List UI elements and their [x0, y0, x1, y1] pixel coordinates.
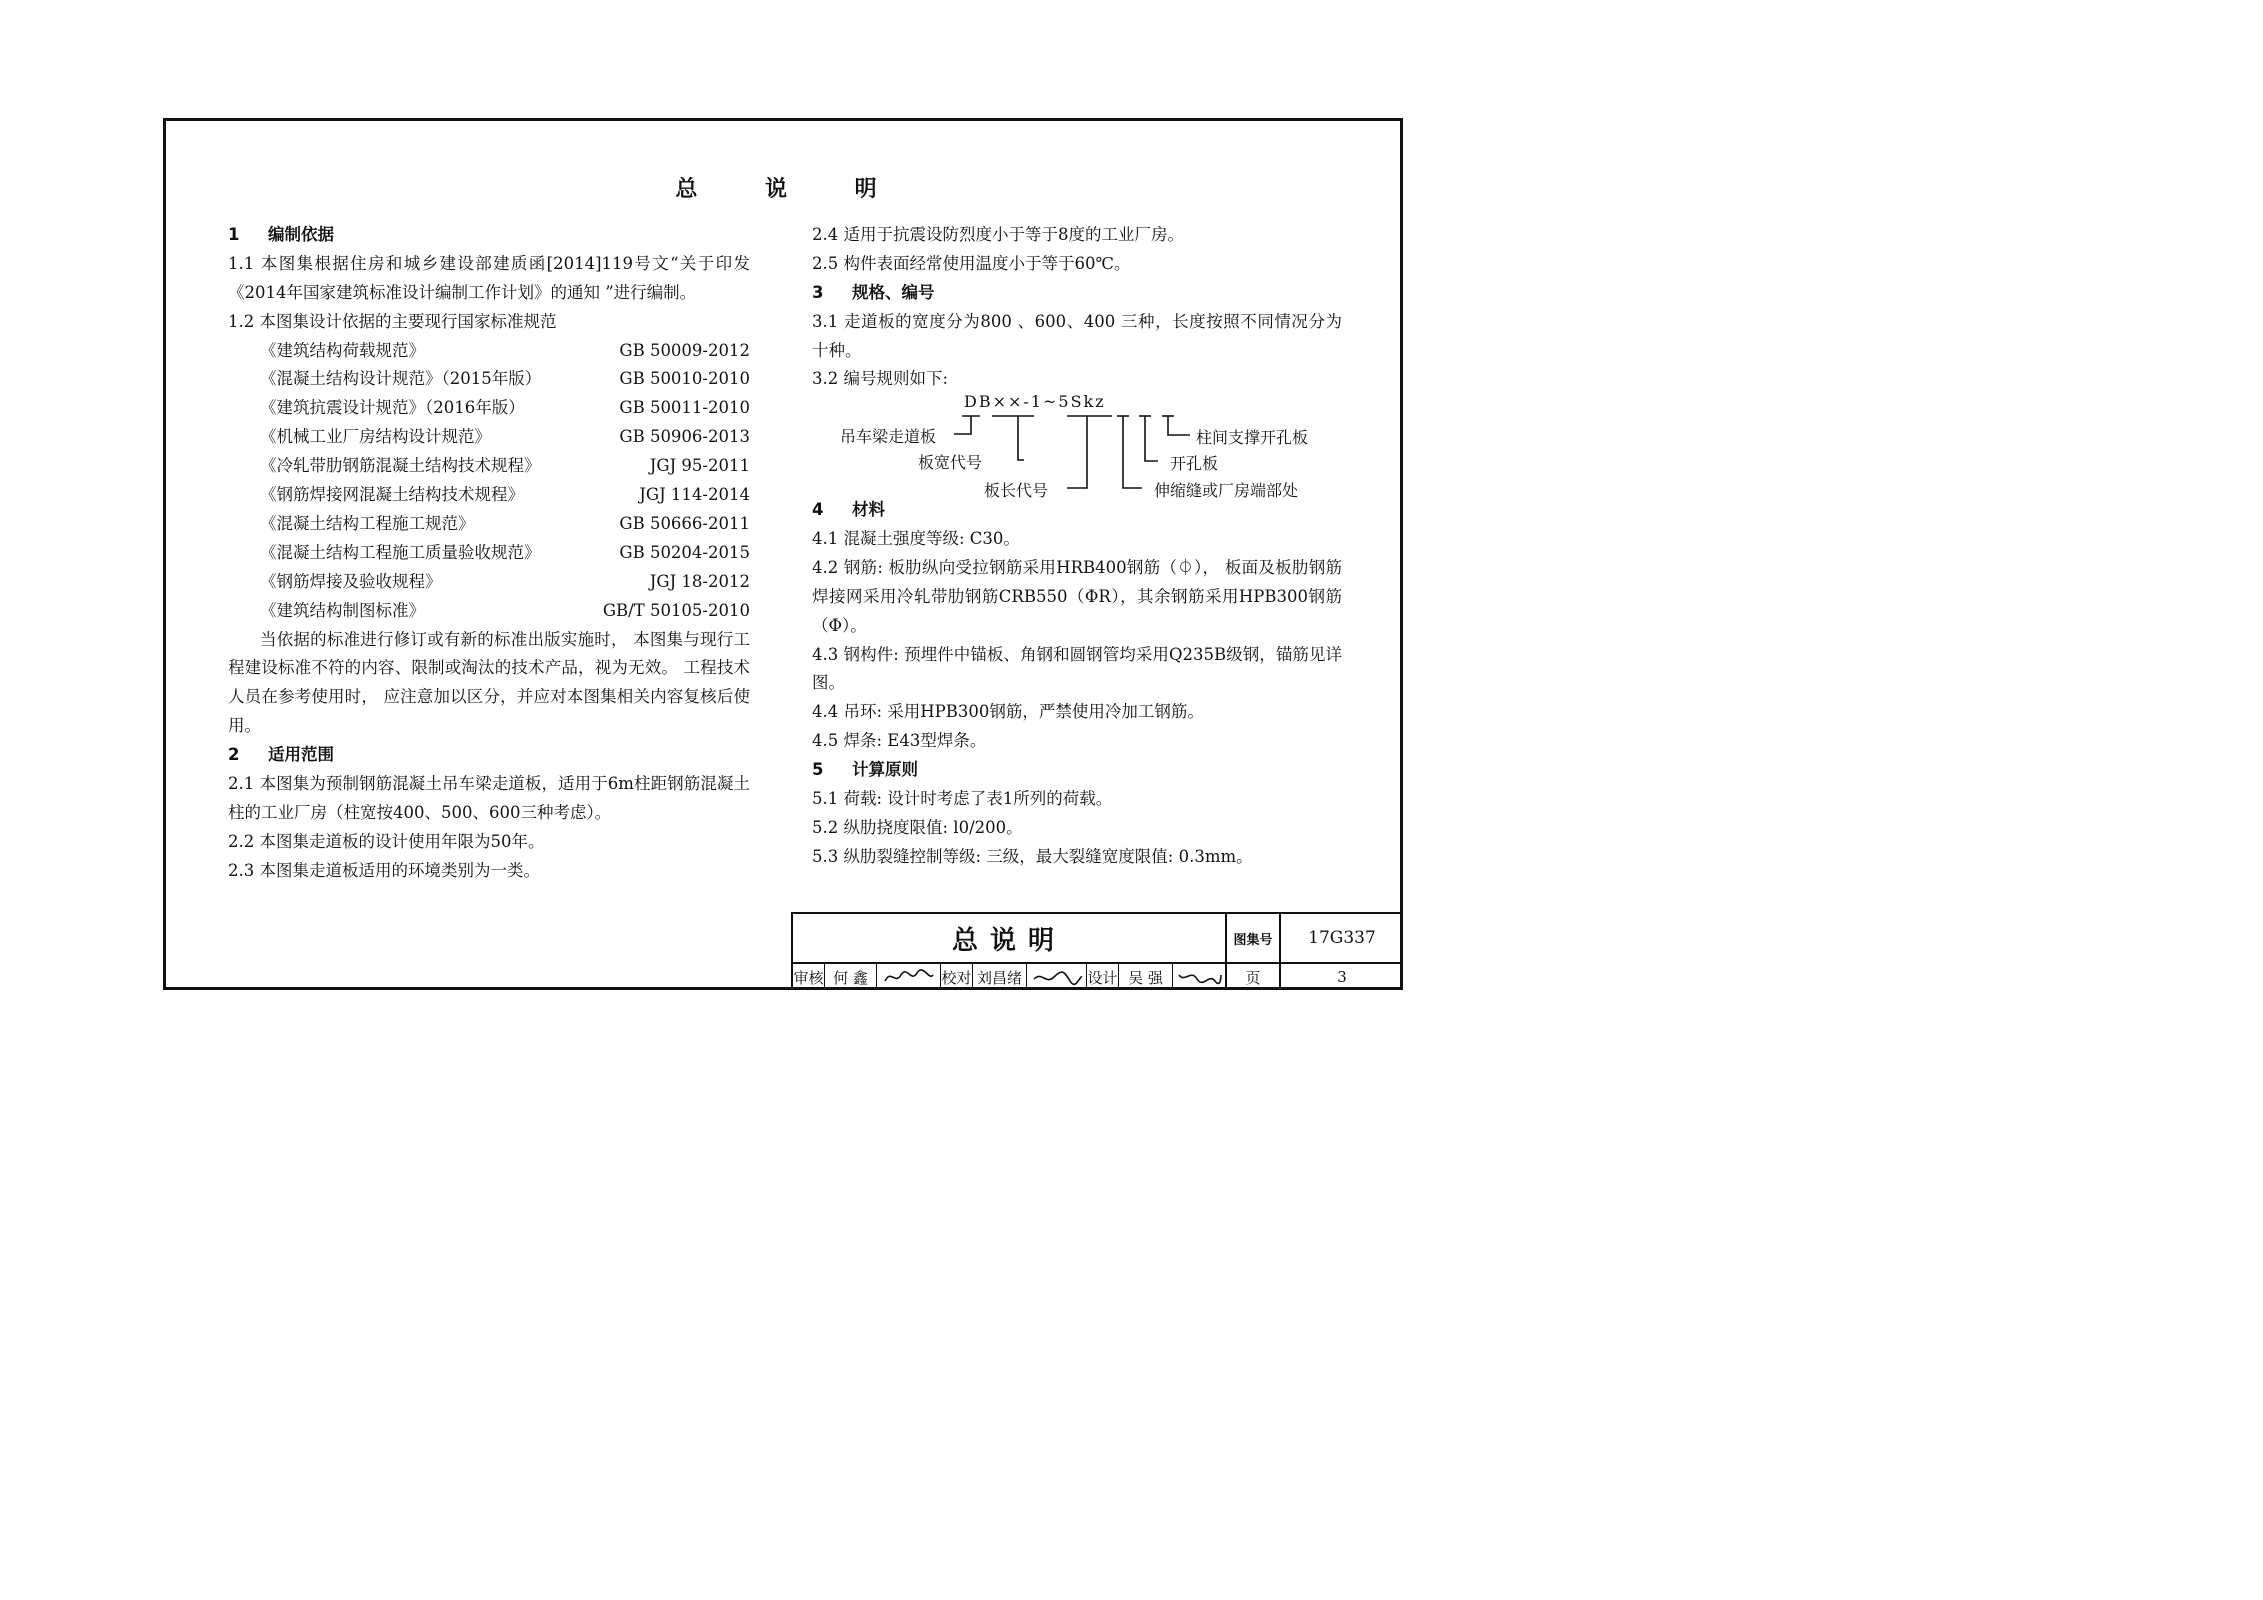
- section-heading-4: 4 材料: [812, 500, 885, 519]
- standard-row: 《机械工业厂房结构设计规范》 GB 50906-2013: [260, 427, 750, 447]
- designer-signature: [1173, 964, 1227, 990]
- signature-scribble: [881, 967, 937, 987]
- code-pattern: DB××-1~5Skz: [964, 392, 1106, 411]
- checker-signature: [1027, 964, 1087, 990]
- standard-row: 《建筑抗震设计规范》（2016年版） GB 50011-2010: [260, 398, 750, 418]
- designer-name: 吴 强: [1119, 964, 1173, 990]
- page-title: 总 说 明: [675, 177, 907, 202]
- section-heading-1: 1 编制依据: [228, 225, 334, 244]
- paragraph-2-5: 2.5 构件表面经常使用温度小于等于60℃。: [812, 253, 1131, 273]
- reviewer-name: 何 鑫: [825, 964, 877, 990]
- paragraph-4-4: 4.4 吊环: 采用HPB300钢筋，严禁使用冷加工钢筋。: [812, 702, 1204, 722]
- check-label: 校对: [941, 964, 973, 990]
- left-column: [228, 221, 750, 886]
- title-block-row-1: [793, 914, 1403, 964]
- title-block-main-title: 总说明: [793, 914, 1227, 962]
- checker-name: 刘昌绪: [973, 964, 1027, 990]
- section-heading-3: 3 规格、编号: [812, 282, 935, 302]
- reviewer-signature: [877, 964, 941, 990]
- standard-row: 《建筑结构荷载规范》 GB 50009-2012: [260, 340, 750, 360]
- standard-row: 《混凝土结构设计规范》（2015年版） GB 50010-2010: [260, 369, 750, 389]
- paragraph-5-3: 5.3 纵肋裂缝控制等级: 三级，最大裂缝宽度限值: 0.3mm。: [812, 846, 1253, 866]
- paragraph-4-5: 4.5 焊条: E43型焊条。: [812, 731, 987, 751]
- paragraph-3-2: 3.2 编号规则如下:: [812, 369, 949, 389]
- label-length: 板长代号: [984, 481, 1049, 500]
- standard-row: 《混凝土结构工程施工质量验收规范》 GB 50204-2015: [260, 542, 750, 562]
- signature-scribble: [1030, 967, 1084, 987]
- label-s: 伸缩缝或厂房端部处: [1154, 481, 1299, 500]
- paragraph-5-2: 5.2 纵肋挠度限值: l0/200。: [812, 817, 1023, 837]
- section-heading-2: 2 适用范围: [228, 745, 334, 765]
- standard-row: 《混凝土结构工程施工规范》 GB 50666-2011: [260, 513, 750, 533]
- standard-row: 《钢筋焊接网混凝土结构技术规程》 JGJ 114-2014: [260, 485, 750, 505]
- section-heading-5: 5 计算原则: [812, 760, 918, 780]
- paragraph-4-2: 4.2 钢筋: 板肋纵向受拉钢筋采用HRB400钢筋（⏀）， 板面及板肋钢筋焊接网采用冷轧带肋钢筋CRB550（ΦR），其余钢筋采用HPB300钢筋（Φ）。: [812, 557, 1342, 635]
- paragraph-3-1: 3.1 走道板的宽度分为800 、600、400 三种，长度按照不同情况分为十种。: [812, 311, 1342, 360]
- paragraph-2-4: 2.4 适用于抗震设防烈度小于等于8度的工业厂房。: [812, 225, 1184, 244]
- page-number: 3: [1337, 968, 1347, 986]
- paragraph-2-1: 2.1 本图集为预制钢筋混凝土吊车梁走道板，适用于6m柱距钢筋混凝土柱的工业厂房（柱宽按400、500、600三种考虑）。: [228, 774, 750, 822]
- paragraph-2-3: 2.3 本图集走道板适用的环境类别为一类。: [228, 860, 540, 880]
- standard-row: 《建筑结构制图标准》 GB/T 50105-2010: [260, 600, 750, 620]
- standard-row: 《冷轧带肋钢筋混凝土结构技术规程》 JGJ 95-2011: [260, 456, 750, 476]
- paragraph-5-1: 5.1 荷载: 设计时考虑了表1所列的荷载。: [812, 788, 1113, 808]
- label-k: 开孔板: [1170, 454, 1219, 473]
- label-width: 板宽代号: [918, 453, 983, 472]
- label-z: 柱间支撑开孔板: [1196, 428, 1309, 447]
- atlas-number: 17G337: [1308, 928, 1376, 948]
- paragraph-4-1: 4.1 混凝土强度等级: C30。: [812, 528, 1020, 548]
- signature-scribble: [1175, 967, 1223, 987]
- standard-row: 《钢筋焊接及验收规程》 JGJ 18-2012: [260, 571, 750, 591]
- paragraph-1-1: 1.1 本图集根据住房和城乡建设部建质函[2014]119号文“关于印发 《2014年国家建筑标准设计编制工作计划》的通知 ”进行编制。: [228, 253, 750, 302]
- numbering-diagram: [812, 392, 1372, 502]
- paragraph-1-2: 1.2 本图集设计依据的主要现行国家标准规范: [228, 311, 557, 331]
- design-label: 设计: [1087, 964, 1119, 990]
- page-label: 页: [1227, 964, 1281, 990]
- paragraph-2-2: 2.2 本图集走道板的设计使用年限为50年。: [228, 831, 545, 851]
- label-db: 吊车梁走道板: [840, 427, 937, 446]
- review-label: 审核: [793, 964, 825, 990]
- right-column-upper: [812, 221, 1342, 394]
- right-column-lower: [812, 496, 1342, 872]
- atlas-label: 图集号: [1227, 914, 1281, 962]
- title-block: [791, 912, 1403, 990]
- paragraph-4-3: 4.3 钢构件: 预埋件中锚板、角钢和圆钢管均采用Q235B级钢，锚筋见详图。: [812, 644, 1342, 693]
- title-block-row-2: [793, 964, 1403, 990]
- note-paragraph: 当依据的标准进行修订或有新的标准出版实施时， 本图集与现行工程建设标准不符的内容、限制或淘汰的技术产品，视为无效。 工程技术人员在参考使用时， 应注意加以区分，并应对本图集相关内容复核后使用。: [228, 629, 750, 736]
